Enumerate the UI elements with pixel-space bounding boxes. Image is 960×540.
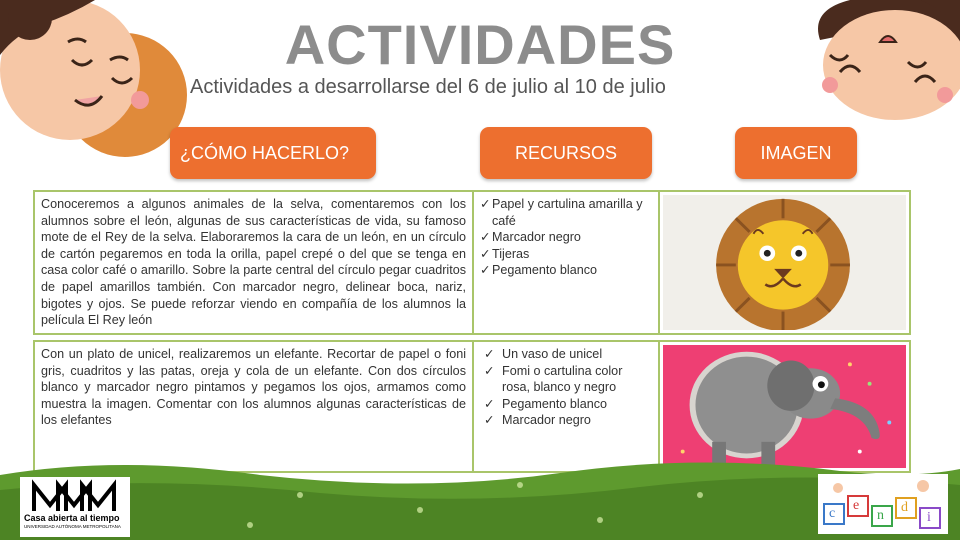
image-cell-elephant — [658, 340, 911, 473]
cendi-letter: n — [877, 508, 884, 523]
elephant-craft-image — [663, 345, 906, 468]
cendi-logo — [818, 474, 948, 534]
logo-text: Casa abierta al tiempo — [24, 513, 120, 523]
check-mark-icon: ✓ — [480, 197, 491, 211]
column-header-how: ¿CÓMO HACERLO? — [170, 127, 376, 179]
column-header-resources: RECURSOS — [480, 127, 652, 179]
cendi-letter: c — [829, 506, 836, 521]
resource-item: ✓ Papel y cartulina amarilla y café — [480, 197, 643, 228]
check-mark-icon: ✓ — [484, 363, 495, 378]
resource-item: ✓ Marcador negro — [480, 230, 581, 245]
resources-list-elephant — [472, 340, 660, 473]
resource-item: ✓ Fomi o cartulina color rosa, blanco y negro — [484, 363, 623, 395]
check-mark-icon: ✓ — [484, 396, 495, 411]
check-mark-icon: ✓ — [480, 263, 491, 278]
check-mark-icon: ✓ — [480, 246, 491, 261]
activity-description-elephant — [33, 340, 474, 473]
resource-item: ✓ Marcador negro — [484, 413, 591, 428]
resource-item: ✓ Tijeras — [480, 246, 530, 261]
cendi-letter: d — [901, 500, 908, 515]
page-title: ACTIVIDADES — [284, 13, 676, 76]
image-cell-lion — [658, 190, 911, 335]
column-header-image: IMAGEN — [735, 127, 857, 179]
check-mark-icon: ✓ — [480, 230, 491, 245]
grass-footer-decoration — [0, 455, 960, 540]
check-mark-icon: ✓ — [484, 413, 495, 428]
description-text: Conoceremos a algunos animales de la selva, comentaremos con los alumnos sobre el león, algunas de sus características de vida, su famoso mote de el Rey de la selva. Elaboraremos la cara de un león, en un círculo de cartón pegaremos en toda la orilla, papel crepé o del que se tenga en casa color café o amarillo. Sobre la parte central del círculo pegar cuadritos de papel amarillos también. Con marcador negro, delinear boca, nariz, bigotes y ojos. Se puede reforzar viendo en compañía de los alumnos la película El Rey león — [41, 197, 466, 328]
check-mark-icon: ✓ — [484, 347, 495, 361]
page-subtitle: Actividades a desarrollarse del 6 de julio al 10 de julio — [190, 76, 666, 98]
cendi-letter: i — [927, 510, 931, 525]
lion-craft-image — [663, 195, 906, 330]
resource-item: ✓ Pegamento blanco — [484, 396, 608, 411]
description-text: Con un plato de unicel, realizaremos un elefante. Recortar de papel o foni gris, cuadritos y las patas, oreja y cola de un elefante. Con dos círculos blanco y marcador negro pintamos y pegamos los ojos, armamos como muestra la imagen. Comentar con los alumnos algunas características de los elefantes — [41, 347, 466, 428]
cendi-letter: e — [853, 498, 860, 513]
resource-item: ✓ Un vaso de unicel — [484, 347, 603, 361]
uam-logo-mark — [28, 479, 118, 513]
resources-list-lion — [472, 190, 660, 335]
logo-subtext: UNIVERSIDAD AUTÓNOMA METROPOLITANA — [24, 524, 121, 529]
resource-item: ✓ Pegamento blanco — [480, 263, 598, 278]
activity-description-lion — [33, 190, 474, 335]
uam-logo — [20, 477, 130, 537]
